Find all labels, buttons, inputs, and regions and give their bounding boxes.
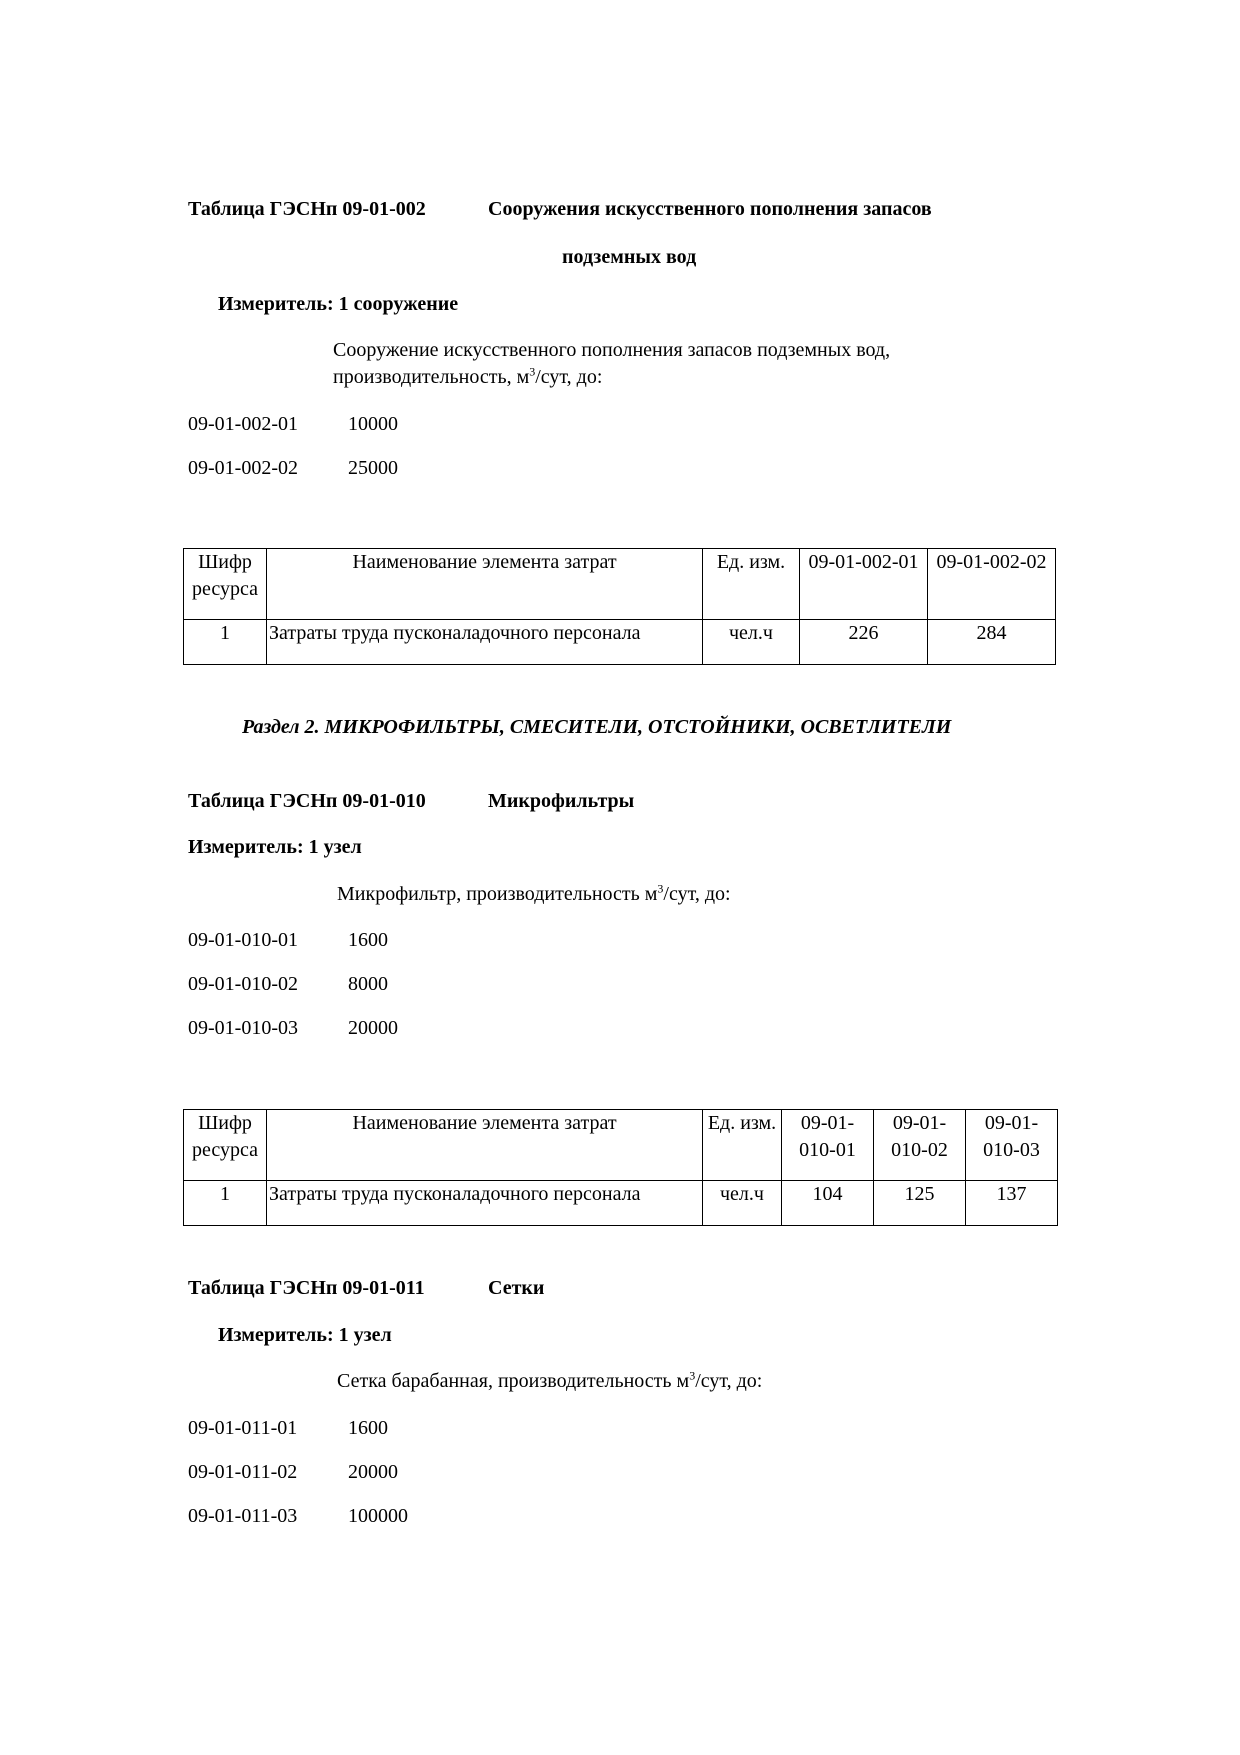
description-text: /сут, до: bbox=[695, 1370, 763, 1392]
item-value: 100000 bbox=[348, 1505, 408, 1527]
description-text: Сетка барабанная, производительность м bbox=[337, 1370, 690, 1392]
header-code: Шифр ресурса bbox=[184, 549, 267, 620]
header-code: Шифр ресурса bbox=[184, 1110, 267, 1181]
table-header-row bbox=[184, 1110, 1058, 1181]
superscript: 3 bbox=[657, 881, 664, 896]
item-code: 09-01-010-01 bbox=[188, 929, 298, 951]
section-heading: Раздел 2. МИКРОФИЛЬТРЫ, СМЕСИТЕЛИ, ОТСТОЙНИКИ, ОСВЕТЛИТЕЛИ bbox=[242, 716, 952, 738]
list-item bbox=[188, 929, 588, 953]
cell-unit: чел.ч bbox=[703, 620, 800, 665]
measure-unit: Измеритель: 1 сооружение bbox=[218, 293, 459, 315]
superscript: 3 bbox=[529, 364, 536, 379]
cell-code: 1 bbox=[184, 620, 267, 665]
table-label: Таблица ГЭСНп 09-01-002 bbox=[188, 198, 426, 220]
item-code: 09-01-011-01 bbox=[188, 1417, 298, 1439]
table-title: Сооружения искусственного пополнения запасов bbox=[488, 198, 932, 220]
description-text: производительность, м bbox=[333, 366, 530, 388]
item-value: 1600 bbox=[348, 1417, 388, 1439]
item-code: 09-01-010-02 bbox=[188, 973, 298, 995]
header-unit: Ед. изм. bbox=[703, 549, 800, 620]
cell-value: 137 bbox=[966, 1181, 1058, 1226]
item-code: 09-01-010-03 bbox=[188, 1017, 298, 1039]
cell-unit: чел.ч bbox=[703, 1181, 782, 1226]
description-text: /сут, до: bbox=[663, 883, 731, 905]
cell-value: 226 bbox=[800, 620, 928, 665]
header-column: 09-01-002-02 bbox=[928, 549, 1056, 620]
table-header-row bbox=[184, 549, 1056, 620]
table-title: Микрофильтры bbox=[488, 790, 635, 812]
cell-value: 104 bbox=[782, 1181, 874, 1226]
list-item bbox=[188, 1017, 588, 1041]
cell-name: Затраты труда пусконаладочного персонала bbox=[267, 1181, 703, 1226]
header-column: 09-01- 010-01 bbox=[782, 1110, 874, 1181]
work-description bbox=[337, 881, 731, 908]
list-item bbox=[188, 1417, 588, 1441]
cell-value: 284 bbox=[928, 620, 1056, 665]
item-value: 20000 bbox=[348, 1017, 398, 1039]
header-name: Наименование элемента затрат bbox=[267, 1110, 703, 1181]
work-description bbox=[337, 1368, 762, 1395]
list-item bbox=[188, 1461, 588, 1485]
table-title: Сетки bbox=[488, 1277, 545, 1299]
list-item bbox=[188, 457, 588, 481]
cell-code: 1 bbox=[184, 1181, 267, 1226]
work-description-line: Сооружение искусственного пополнения запасов подземных вод, bbox=[333, 339, 891, 361]
item-value: 8000 bbox=[348, 973, 388, 995]
item-value: 10000 bbox=[348, 413, 398, 435]
measure-unit: Измеритель: 1 узел bbox=[218, 1324, 392, 1346]
header-column: 09-01- 010-02 bbox=[874, 1110, 966, 1181]
header-name: Наименование элемента затрат bbox=[267, 549, 703, 620]
item-code: 09-01-011-02 bbox=[188, 1461, 298, 1483]
item-value: 1600 bbox=[348, 929, 388, 951]
table-label: Таблица ГЭСНп 09-01-010 bbox=[188, 790, 426, 812]
table-label: Таблица ГЭСНп 09-01-011 bbox=[188, 1277, 425, 1299]
header-column: 09-01- 010-03 bbox=[966, 1110, 1058, 1181]
list-item bbox=[188, 1505, 588, 1529]
work-description-line bbox=[333, 364, 890, 391]
table-row bbox=[184, 1181, 1058, 1226]
superscript: 3 bbox=[689, 1368, 696, 1383]
cell-value: 125 bbox=[874, 1181, 966, 1226]
item-code: 09-01-002-01 bbox=[188, 413, 298, 435]
resource-table bbox=[183, 1109, 1058, 1226]
description-text: Микрофильтр, производительность м bbox=[337, 883, 658, 905]
item-value: 20000 bbox=[348, 1461, 398, 1483]
work-description bbox=[333, 337, 890, 391]
table-title-continued: подземных вод bbox=[562, 246, 697, 268]
resource-table bbox=[183, 548, 1056, 665]
item-code: 09-01-011-03 bbox=[188, 1505, 298, 1527]
item-value: 25000 bbox=[348, 457, 398, 479]
header-column: 09-01-002-01 bbox=[800, 549, 928, 620]
item-code: 09-01-002-02 bbox=[188, 457, 298, 479]
list-item bbox=[188, 973, 588, 997]
measure-unit: Измеритель: 1 узел bbox=[188, 836, 362, 858]
header-unit: Ед. изм. bbox=[703, 1110, 782, 1181]
cell-name: Затраты труда пусконаладочного персонала bbox=[267, 620, 703, 665]
list-item bbox=[188, 413, 588, 437]
description-text: /сут, до: bbox=[535, 366, 603, 388]
table-row bbox=[184, 620, 1056, 665]
